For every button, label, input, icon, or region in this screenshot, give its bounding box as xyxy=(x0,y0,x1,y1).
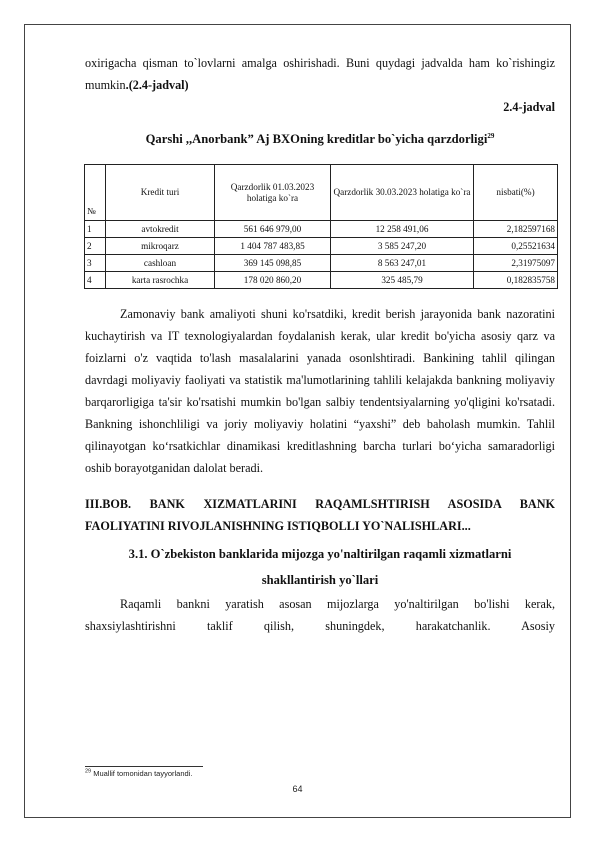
table-row xyxy=(85,221,558,238)
footnote xyxy=(85,769,192,778)
subsection-heading xyxy=(85,541,555,593)
cell-ratio: 0,25521634 xyxy=(474,238,558,255)
cell-credit-type: karta rasrochka xyxy=(106,272,215,289)
table-row xyxy=(85,255,558,272)
analysis-paragraph: Zamonaviy bank amaliyoti shuni ko'rsatdiki, kredit berish jarayonida bank nazoratini kuchaytirish va IT texnologiyalardan foydalanish kerak, ular kredit bo'yicha asosiy qarz va foizlarni o'z vaqtida to'lash masalalarini yanada osonlshtiradi. Bankining tahlil qilingan davrdagi moliyaviy faoliyati va statistik ma'lumotlarining tahlili kelajakda bankning moliyaviy barqarorligiga ta'sir ko'rsatishi mumkin bo'lgan salbiy tendentsiyalarning yo'qligini ko'rsatadi. Bankning ishonchliligi va joriy moliyaviy holatini “yaxshi” deb baholash mumkin. Tahlil qilinayotgan ko‘rsatkichlar dinamikasi kreditlashning barcha turlari bo‘yicha samaradorligi oshib borayotganidan dalolat beradi. xyxy=(85,307,555,475)
table-header-row xyxy=(85,165,558,221)
cell-credit-type: mikroqarz xyxy=(106,238,215,255)
cell-debt-01-03: 369 145 098,85 xyxy=(215,255,331,272)
table-label: 2.4-jadval xyxy=(503,100,555,114)
header-debt-30-03: Qarzdorlik 30.03.2023 holatiga ko`ra xyxy=(331,165,474,221)
chapter-heading-line-1: III.BOB. BANK XIZMATLARINI RAQAMLSHTIRISH ASOSIDA BANK xyxy=(85,497,555,511)
cell-credit-type: avtokredit xyxy=(106,221,215,238)
cell-ratio: 2,182597168 xyxy=(474,221,558,238)
header-debt-01-03: Qarzdorlik 01.03.2023 holatiga ko`ra xyxy=(215,165,331,221)
document-body xyxy=(85,52,555,637)
digital-bank-paragraph xyxy=(85,593,555,637)
cell-debt-01-03: 1 404 787 483,85 xyxy=(215,238,331,255)
footnote-number: 29 xyxy=(85,768,92,775)
footnote-mark: 29 xyxy=(487,131,495,140)
cell-ratio: 2,31975097 xyxy=(474,255,558,272)
chapter-heading xyxy=(85,493,555,537)
table-title xyxy=(85,128,555,150)
cell-debt-01-03: 178 020 860,20 xyxy=(215,272,331,289)
cell-debt-30-03: 325 485,79 xyxy=(331,272,474,289)
header-number: № xyxy=(85,165,106,221)
intro-paragraph xyxy=(85,52,555,96)
table-reference: .(2.4-jadval) xyxy=(125,78,189,92)
cell-credit-type: cashloan xyxy=(106,255,215,272)
table-row xyxy=(85,272,558,289)
cell-debt-30-03: 8 563 247,01 xyxy=(331,255,474,272)
footnote-divider xyxy=(85,766,203,767)
digital-bank-paragraph-line-2: shaxsiylashtirishni taklif qilish, shuningdek, harakatchanlik. Asosiy xyxy=(85,619,555,633)
page-number: 64 xyxy=(292,784,303,794)
header-ratio: nisbati(%) xyxy=(474,165,558,221)
intro-text: oxirigacha qisman to`lovlarni amalga oshirishadi. Buni quydagi jadvalda ham ko`rishingiz mumkin xyxy=(85,56,555,92)
cell-debt-30-03: 12 258 491,06 xyxy=(331,221,474,238)
chapter-heading-line-2: FAOLIYATINI RIVOJLANISHNING ISTIQBOLLI YO`NALISHLARI... xyxy=(85,519,471,533)
footnote-text: Muallif tomonidan tayyorlandi. xyxy=(93,769,193,778)
cell-number: 1 xyxy=(85,221,106,238)
table-title-text: Qarshi ,,Anorbank” Aj BXOning kreditlar bo`yicha qarzdorligi xyxy=(145,132,488,146)
subsection-heading-line-2: shakllantirish yo`llari xyxy=(261,573,379,587)
credit-debt-table xyxy=(84,164,558,289)
cell-number: 4 xyxy=(85,272,106,289)
header-credit-type: Kredit turi xyxy=(106,165,215,221)
cell-ratio: 0,182835758 xyxy=(474,272,558,289)
cell-debt-01-03: 561 646 979,00 xyxy=(215,221,331,238)
cell-number: 3 xyxy=(85,255,106,272)
cell-number: 2 xyxy=(85,238,106,255)
digital-bank-paragraph-line-1: Raqamli bankni yaratish asosan mijozlarga yo'naltirilgan bo'lishi kerak, xyxy=(120,597,555,611)
subsection-heading-line-1: 3.1. O`zbekiston banklarida mijozga yo'naltirilgan raqamli xizmatlarni xyxy=(128,547,512,561)
cell-debt-30-03: 3 585 247,20 xyxy=(331,238,474,255)
table-row xyxy=(85,238,558,255)
